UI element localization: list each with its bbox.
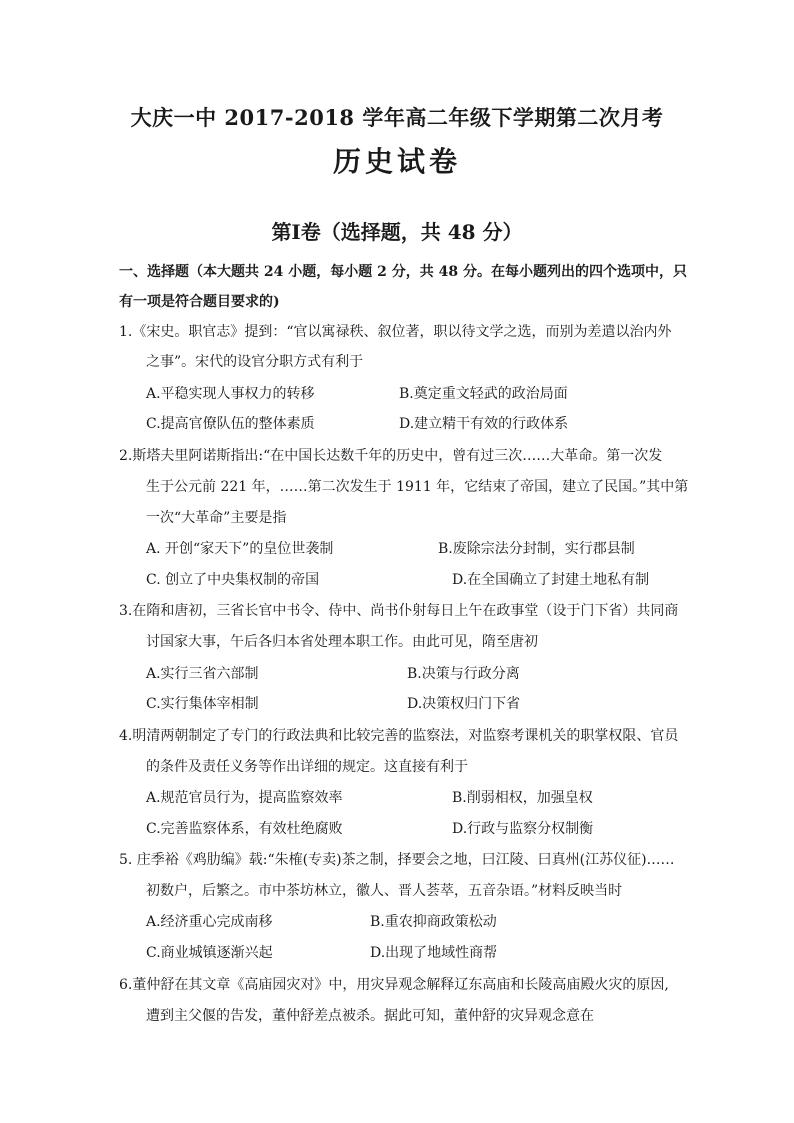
question-2-option-c: C. 创立了中央集权制的帝国 — [146, 572, 320, 588]
question-5-option-c: C.商业城镇逐渐兴起 — [146, 945, 273, 961]
question-4-stem-line-2: 的条件及责任义务等作出详细的规定。这直接有利于 — [146, 759, 468, 775]
question-2-stem-line-1: 2.斯塔夫里阿诺斯指出:“在中国长达数千年的历史中，曾有过三次……大革命。第一次发 — [119, 448, 663, 464]
question-1-option-a: A.平稳实现人事权力的转移 — [146, 386, 315, 402]
question-3-option-c: C.实行集体宰相制 — [146, 696, 259, 712]
question-2-option-a: A. 开创“家天下”的皇位世袭制 — [146, 541, 334, 557]
question-3-stem-line-1: 3.在隋和唐初，三省长官中书令、侍中、尚书仆射每日上午在政事堂（设于门下省）共同商 — [119, 603, 679, 619]
question-4-option-a: A.规范官员行为，提高监察效率 — [146, 790, 343, 806]
question-1-option-c: C.提高官僚队伍的整体素质 — [146, 416, 315, 432]
question-2-option-b: B.废除宗法分封制，实行郡县制 — [438, 541, 635, 557]
question-2-stem-line-3: 一次“大革命”主要是指 — [146, 510, 287, 526]
section-instruction-line-2: 有一项是符合题目要求的) — [119, 294, 280, 310]
section-instruction-line-1: 一、选择题（本大题共 24 小题，每小题 2 分，共 48 分。在每小题列出的四个选项中，只 — [119, 264, 687, 280]
question-4-option-c: C.完善监察体系，有效杜绝腐败 — [146, 821, 343, 837]
question-3-option-a: A.实行三省六部制 — [146, 666, 259, 682]
question-6-stem-line-1: 6.董仲舒在其文章《高庙园灾对》中，用灾异观念解释辽东高庙和长陵高庙殿火灾的原因, — [119, 977, 669, 993]
part-title: 第Ⅰ卷（选择题，共 48 分） — [271, 220, 523, 244]
question-5-stem-line-1: 5. 庄季裕《鸡肋编》载:“朱榷(专卖)茶之制，择要会之地，曰江陵、曰真州(江苏仪征)…… — [119, 852, 675, 868]
question-2-stem-line-2: 生于公元前 221 年，……第二次发生于 1911 年，它结束了帝国，建立了民国。”其中第 — [146, 479, 689, 495]
question-4-stem-line-1: 4.明清两朝制定了专门的行政法典和比较完善的监察法，对监察考课机关的职掌权限、官员 — [119, 728, 679, 744]
subject-title: 历史试卷 — [332, 145, 461, 178]
question-2-option-d: D.在全国确立了封建土地私有制 — [452, 572, 650, 588]
question-5-option-a: A.经济重心完成南移 — [146, 914, 273, 930]
question-4-option-b: B.削弱相权，加强皇权 — [452, 790, 593, 806]
question-5-stem-line-2: 初数户，后繁之。市中茶坊林立，徽人、晋人荟萃，五音杂语。”材料反映当时 — [146, 883, 623, 899]
question-1-stem-line-2: 之事”。宋代的设官分职方式有利于 — [146, 354, 364, 370]
question-1-option-d: D.建立精干有效的行政体系 — [399, 416, 569, 432]
question-5-option-b: B.重农抑商政策松动 — [370, 914, 497, 930]
question-5-option-d: D.出现了地域性商帮 — [370, 945, 498, 961]
question-1-stem-line-1: 1.《宋史。职官志》提到：“官以寓禄秩、叙位著，职以待文学之选，而别为差遣以治内外 — [119, 324, 672, 340]
question-3-option-b: B.决策与行政分离 — [407, 666, 520, 682]
school-title: 大庆一中 2017-2018 学年高二年级下学期第二次月考 — [130, 105, 664, 130]
question-3-option-d: D.决策权归门下省 — [407, 696, 521, 712]
question-6-stem-line-2: 遭到主父偃的告发，董仲舒差点被杀。据此可知，董仲舒的灾异观念意在 — [146, 1008, 594, 1024]
question-1-option-b: B.奠定重文轻武的政治局面 — [399, 386, 568, 402]
question-4-option-d: D.行政与监察分权制衡 — [452, 821, 594, 837]
question-3-stem-line-2: 讨国家大事，午后各归本省处理本职工作。由此可见，隋至唐初 — [146, 634, 538, 650]
